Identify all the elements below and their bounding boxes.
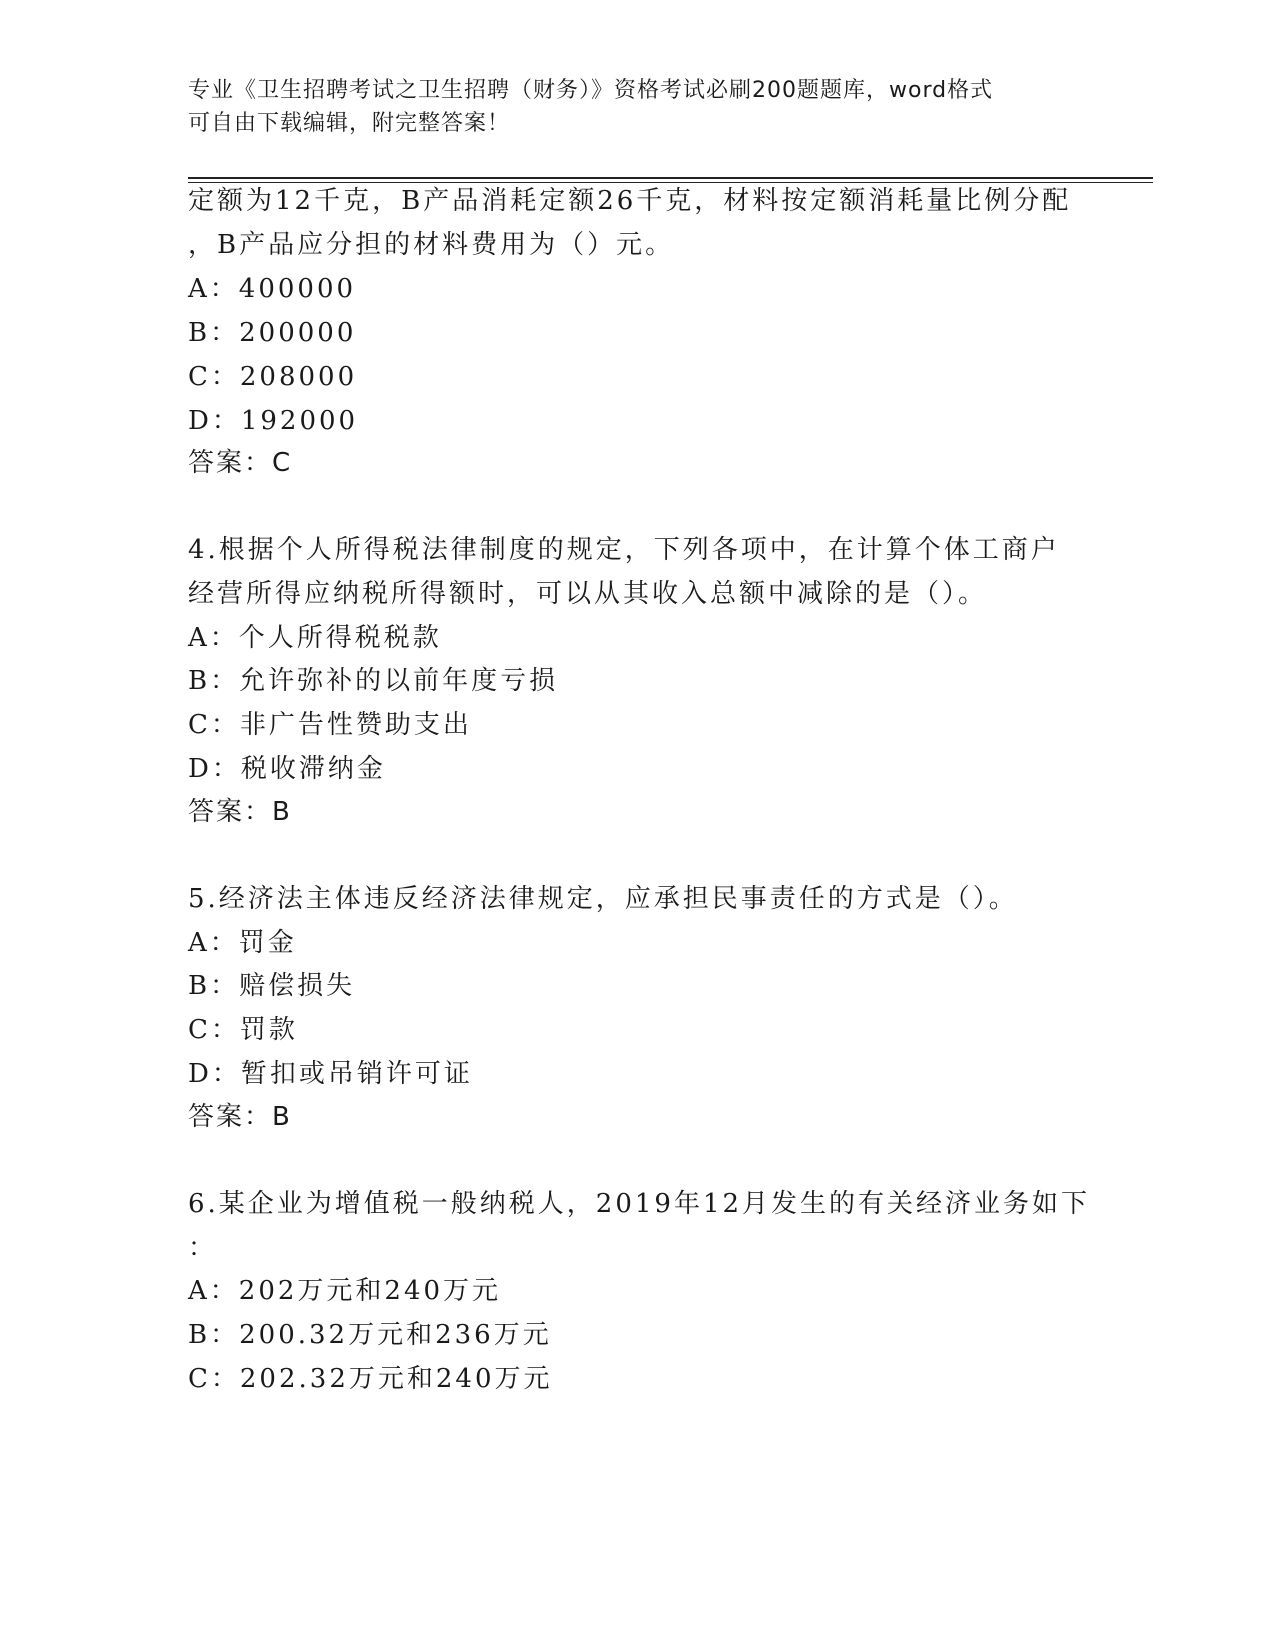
q5-answer: 答案：B <box>188 1102 292 1132</box>
q5-option-d: D：暂扣或吊销许可证 <box>188 1059 473 1089</box>
q3-option-a: A：400000 <box>188 274 357 304</box>
q6-option-b: B：200.32万元和236万元 <box>188 1320 552 1350</box>
q3-answer: 答案：C <box>188 448 293 478</box>
q5-text-line-1: 5.经济法主体违反经济法律规定，应承担民事责任的方式是（）。 <box>188 884 1018 914</box>
q3-text-line-1: 定额为12千克，B产品消耗定额26千克，材料按定额消耗量比例分配 <box>188 186 1072 216</box>
q3-option-c: C：208000 <box>188 362 358 392</box>
q5-option-a: A：罚金 <box>188 928 297 958</box>
q4-option-d: D：税收滞纳金 <box>188 754 386 784</box>
header-divider-thick <box>188 177 1153 179</box>
q4-answer: 答案：B <box>188 797 292 827</box>
header-line-1: 专业《卫生招聘考试之卫生招聘（财务）》资格考试必刷200题题库，word格式 <box>188 78 994 103</box>
document-header <box>188 74 1068 140</box>
q3-option-d: D：192000 <box>188 406 359 436</box>
q6-text-line-1: 6.某企业为增值税一般纳税人，2019年12月发生的有关经济业务如下 <box>188 1189 1091 1219</box>
q5-option-b: B：赔偿损失 <box>188 971 356 1001</box>
q3-option-b: B：200000 <box>188 318 357 348</box>
header-line-2: 可自由下载编辑，附完整答案！ <box>188 111 511 136</box>
q3-text-line-2: ，B产品应分担的材料费用为（）元。 <box>188 230 675 260</box>
q6-option-a: A：202万元和240万元 <box>188 1276 502 1306</box>
q4-text-line-1: 4.根据个人所得税法律制度的规定，下列各项中，在计算个体工商户 <box>188 535 1060 565</box>
q4-option-b: B：允许弥补的以前年度亏损 <box>188 666 559 696</box>
q4-option-c: C：非广告性赞助支出 <box>188 710 472 740</box>
q4-text-line-2: 经营所得应纳税所得额时，可以从其收入总额中减除的是（）。 <box>188 579 988 609</box>
q5-option-c: C：罚款 <box>188 1015 298 1045</box>
q6-text-line-2: ： <box>188 1233 218 1263</box>
q6-option-c: C：202.32万元和240万元 <box>188 1364 553 1394</box>
header-divider-thin <box>188 182 1153 183</box>
q4-option-a: A：个人所得税税款 <box>188 623 442 653</box>
